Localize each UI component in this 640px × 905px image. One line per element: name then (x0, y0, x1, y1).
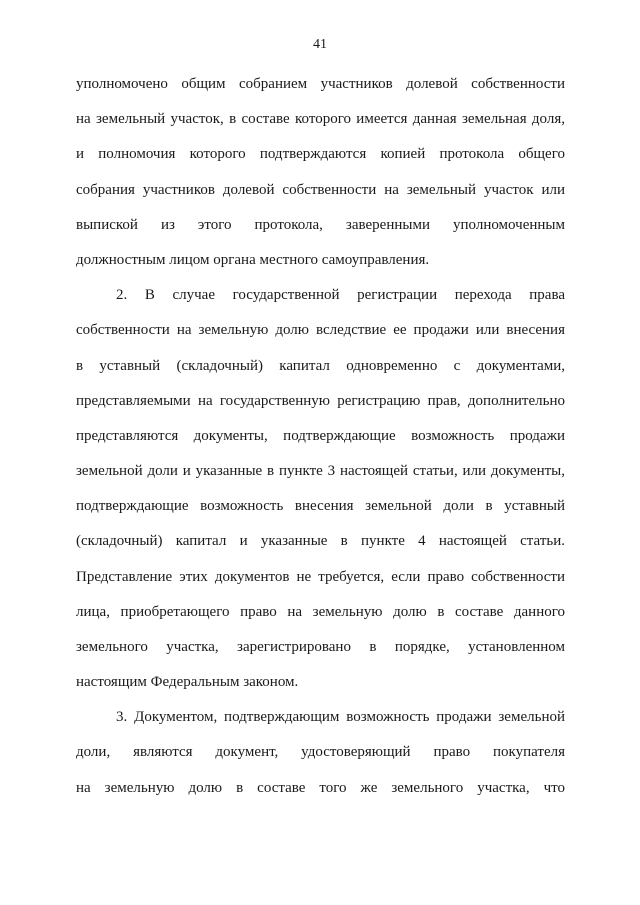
text-line: представляются документы, подтверждающие возможность продажи (76, 428, 565, 444)
text-line: настоящим Федеральным законом. (76, 674, 299, 690)
text-line: выпиской из этого протокола, заверенными уполномоченным (76, 217, 565, 233)
text-line: 2. В случае государственной регистрации перехода права (116, 287, 565, 303)
text-line: должностным лицом органа местного самоуправления. (76, 252, 430, 268)
text-line: представляемыми на государственную регистрацию прав, дополнительно (76, 393, 565, 409)
text-line: 3. Документом, подтверждающим возможность продажи земельной (116, 709, 565, 725)
text-line: (складочный) капитал и указанные в пункте 4 настоящей статьи. (76, 533, 565, 549)
text-line: на земельную долю в составе того же земельного участка, что (76, 780, 565, 796)
text-line: лица, приобретающего право на земельную долю в составе данного (76, 604, 565, 620)
text-line: доли, являются документ, удостоверяющий право покупателя (76, 744, 565, 760)
text-line: земельной доли и указанные в пункте 3 настоящей статьи, или документы, (76, 463, 565, 479)
text-line: земельного участка, зарегистрировано в порядке, установленном (76, 639, 565, 655)
text-line: уполномочено общим собранием участников долевой собственности (76, 76, 565, 92)
text-line: подтверждающие возможность внесения земельной доли в уставный (76, 498, 565, 514)
text-line: в уставный (складочный) капитал одновременно с документами, (76, 358, 565, 374)
text-line: собственности на земельную долю вследствие ее продажи или внесения (76, 322, 565, 338)
text-line: Представление этих документов не требуется, если право собственности (76, 569, 565, 585)
page-number: 41 (313, 37, 327, 52)
text-line: и полномочия которого подтверждаются копией протокола общего (76, 146, 565, 162)
text-line: на земельный участок, в составе которого имеется данная земельная доля, (76, 111, 565, 127)
text-line: собрания участников долевой собственности на земельный участок или (76, 182, 565, 198)
